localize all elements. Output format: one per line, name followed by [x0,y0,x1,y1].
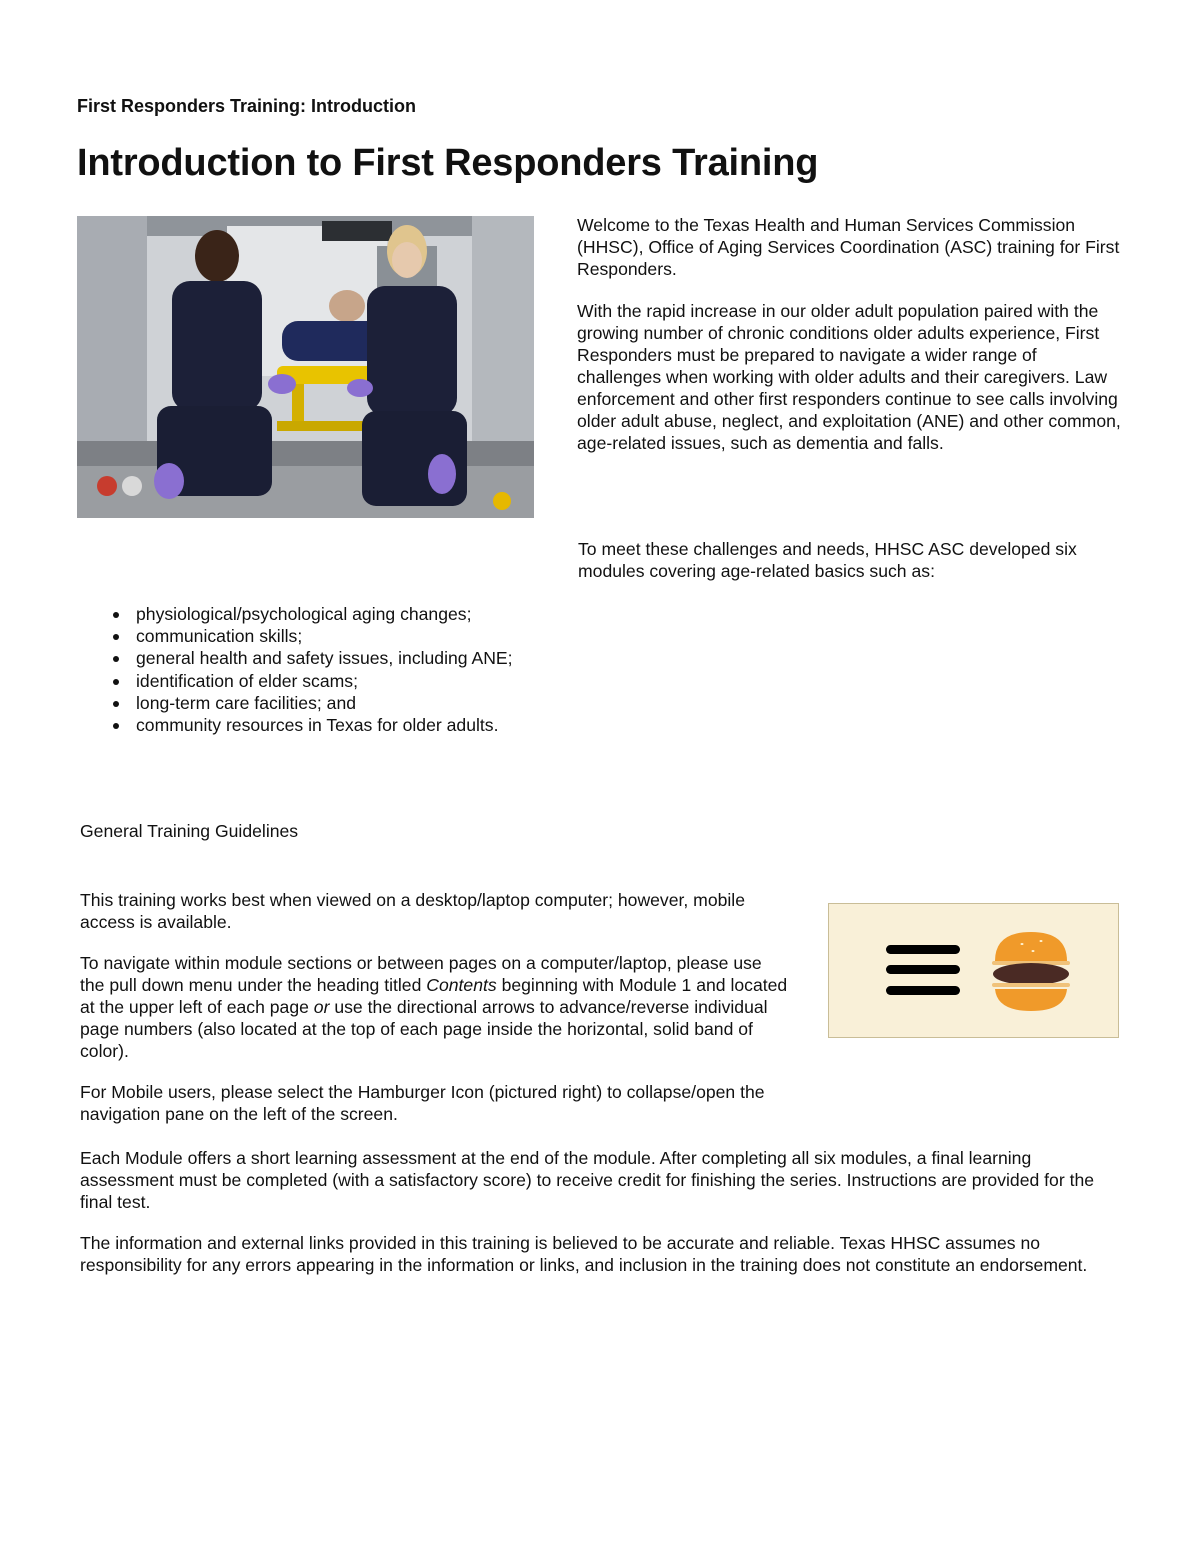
guidelines-paragraph-mobile: For Mobile users, please select the Hamburger Icon (pictured right) to collapse/open the navigation pane on the left of the screen. [80,1082,765,1124]
contents-emphasis: Contents [426,975,497,995]
guidelines-paragraph-assessment: Each Module offers a short learning assessment at the end of the module. After completing all six modules, a final learning assessment must be completed (with a satisfactory score) to receive credit for finishing the series. Instructions are provided for the final test. [80,1148,1095,1212]
guidelines-text [80,889,790,1144]
list-item: community resources in Texas for older adults. [80,714,513,736]
guidelines-paragraph-navigation: To navigate within module sections or between pages on a computer/laptop, please use the pull down menu under the heading titled Contents beginning with Module 1 and located at the upper left of each page or use the directional arrows to advance/reverse individual page numbers (also located at the top of each page inside the horizontal, solid band of color). [80,953,788,1061]
guidelines-paragraph-disclaimer: The information and external links provided in this training is believed to be accurate and reliable. Texas HHSC assumes no responsibility for any errors appearing in the information or links, and inclusion in the training does not constitute an endorsement. [80,1233,1088,1275]
list-item: identification of elder scams; [80,670,513,692]
guidelines-paragraph-desktop: This training works best when viewed on a desktop/laptop computer; however, mobile access is available. [80,890,746,932]
or-emphasis: or [313,997,330,1017]
hamburger-icon-image [828,903,1119,1038]
intro-paragraph-welcome: Welcome to the Texas Health and Human Services Commission (HHSC), Office of Aging Services Coordination (ASC) training for First Responders. [577,215,1120,279]
intro-paragraph-challenges: With the rapid increase in our older adult population paired with the growing number of chronic conditions older adults experience, First Responders must be prepared to navigate a wider range of challenges when working with older adults and their caregivers. Law enforcement and other first responders continue to see calls involving older adult abuse, neglect, and exploitation (ANE) and other common, age-related issues, such as dementia and falls. [577,301,1121,453]
list-item: physiological/psychological aging changes; [80,603,513,625]
intro-text [577,214,1122,454]
list-item: long-term care facilities; and [80,692,513,714]
modules-intro [578,538,1123,582]
guidelines-text-wide [80,1147,1125,1295]
modules-list [80,603,513,736]
burger-icon [992,932,1070,1011]
modules-intro-paragraph: To meet these challenges and needs, HHSC ASC developed six modules covering age-related basics such as: [578,539,1077,581]
ambulance-crew-photo [77,216,534,518]
page-title: Introduction to First Responders Training [77,142,819,184]
section-heading: General Training Guidelines [80,821,299,841]
list-item: communication skills; [80,625,513,647]
hamburger-menu-icon [886,945,960,995]
breadcrumb: First Responders Training: Introduction [77,96,417,116]
list-item: general health and safety issues, including ANE; [80,647,513,669]
